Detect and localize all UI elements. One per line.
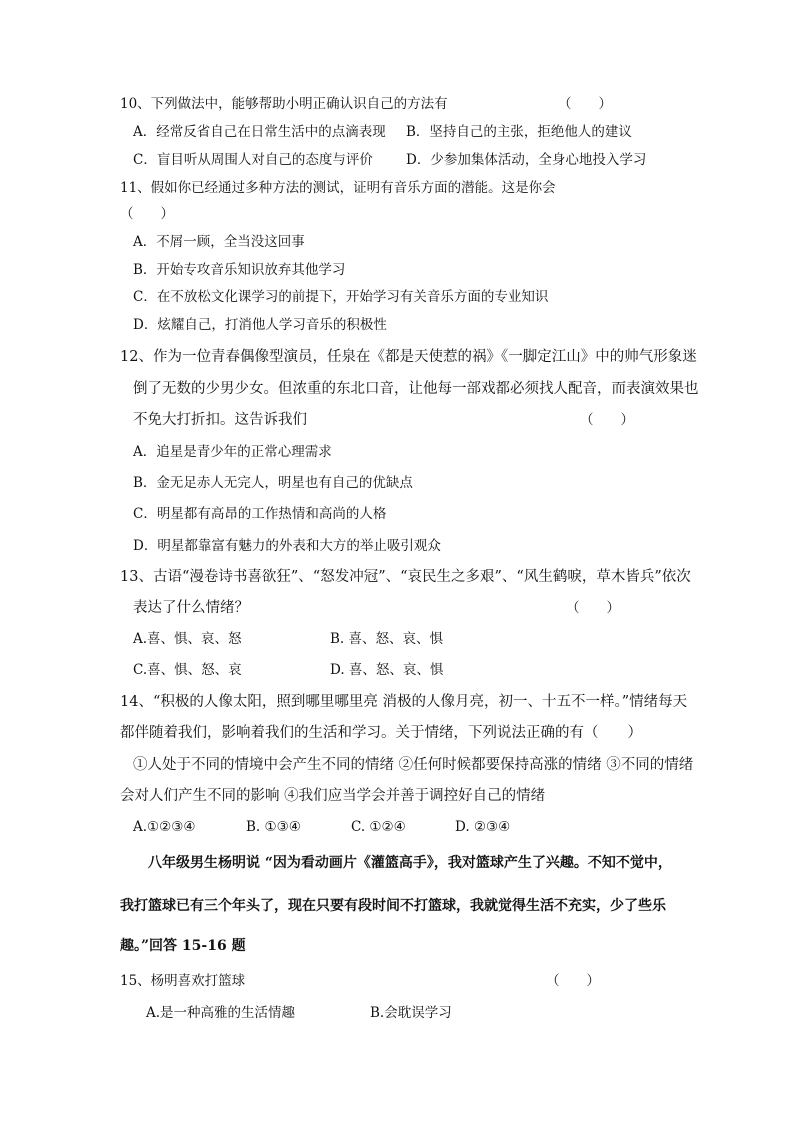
q15-stem: 15、杨明喜欢打篮球 bbox=[120, 973, 246, 989]
passage-line1: 八年级男生杨明说 “因为看动画片《灌篮高手》，我对篮球产生了兴趣。不知不觉中， bbox=[148, 855, 672, 871]
q12-stem-line3: 不免大打折扣。这告诉我们 bbox=[133, 412, 307, 428]
q13-answer-paren: （ ） bbox=[566, 600, 620, 616]
q13-option-b: B. 喜、怒、哀、惧 bbox=[330, 631, 444, 647]
q15-option-b: B.会耽误学习 bbox=[370, 1005, 452, 1021]
q14-stem-line2: 都伴随着我们，影响着我们的生活和学习。关于情绪，下列说法正确的有（ ） bbox=[120, 725, 642, 741]
q12-answer-paren: （ ） bbox=[580, 412, 634, 428]
q11-answer-paren: （ ） bbox=[120, 206, 174, 222]
q14-option-c: C. ①②④ bbox=[351, 819, 406, 835]
q10-option-a: A．经常反省自己在日常生活中的点滴表现 bbox=[133, 124, 386, 140]
q10-option-c: C．盲目听从周围人对自己的态度与评价 bbox=[133, 152, 373, 168]
q13-stem-line1: 13、古语“漫卷诗书喜欲狂”、“怒发冲冠”、“哀民生之多艰”、“风生鹤唳，草木皆兵”依次 bbox=[120, 569, 691, 585]
q13-option-d: D. 喜、怒、哀、惧 bbox=[330, 662, 444, 678]
q12-stem-line1: 12、作为一位青春偶像型演员，任泉在《都是天使惹的祸》《一脚定江山》中的帅气形象迷 bbox=[120, 349, 697, 365]
q12-stem-line2: 倒了无数的少男少女。但浓重的东北口音，让他每一部戏都必须找人配音，而表演效果也 bbox=[133, 381, 699, 397]
q15-answer-paren: （ ） bbox=[546, 973, 600, 989]
q15-option-a: A.是一种高雅的生活情趣 bbox=[146, 1005, 296, 1021]
q14-statements-line2: 会对人们产生不同的影响 ④我们应当学会并善于调控好自己的情绪 bbox=[120, 788, 546, 804]
q11-option-c: C．在不放松文化课学习的前提下，开始学习有关音乐方面的专业知识 bbox=[133, 289, 549, 305]
q11-stem: 11、假如你已经通过多种方法的测试，证明有音乐方面的潜能。这是你会 bbox=[120, 180, 556, 196]
q13-option-a: A.喜、惧、哀、怒 bbox=[133, 631, 242, 647]
q10-option-b: B．坚持自己的主张，拒绝他人的建议 bbox=[406, 124, 632, 140]
q14-stem-line1: 14、“积极的人像太阳，照到哪里哪里亮 消极的人像月亮，初一、十五不一样。”情绪每天 bbox=[120, 694, 688, 710]
q12-option-d: D．明星都靠富有魅力的外表和大方的举止吸引观众 bbox=[133, 538, 441, 554]
q11-option-b: B．开始专攻音乐知识放弃其他学习 bbox=[133, 262, 346, 278]
q10-answer-paren: （ ） bbox=[558, 96, 612, 112]
q11-option-d: D．炫耀自己，打消他人学习音乐的积极性 bbox=[133, 317, 387, 333]
passage-line3: 趣。”回答 15-16 题 bbox=[120, 938, 246, 954]
q11-option-a: A．不屑一顾，全当没这回事 bbox=[133, 234, 305, 250]
q14-option-b: B. ①③④ bbox=[246, 819, 301, 835]
q10-stem: 10、下列做法中，能够帮助小明正确认识自己的方法有 bbox=[120, 96, 448, 112]
q14-option-a: A.①②③④ bbox=[133, 819, 196, 835]
q13-option-c: C.喜、惧、怒、哀 bbox=[133, 662, 242, 678]
q12-option-a: A．追星是青少年的正常心理需求 bbox=[133, 444, 332, 460]
q14-option-d: D. ②③④ bbox=[455, 819, 511, 835]
q10-option-d: D．少参加集体活动，全身心地投入学习 bbox=[406, 152, 647, 168]
passage-line2: 我打篮球已有三个年头了，现在只要有段时间不打篮球，我就觉得生活不充实，少了些乐 bbox=[120, 898, 666, 914]
q14-statements-line1: ①人处于不同的情境中会产生不同的情绪 ②任何时候都要保持高涨的情绪 ③不同的情绪 bbox=[133, 757, 694, 773]
q12-option-b: B．金无足赤人无完人，明星也有自己的优缺点 bbox=[133, 475, 413, 491]
q12-option-c: C．明星都有高昂的工作热情和高尚的人格 bbox=[133, 506, 387, 522]
q13-stem-line2: 表达了什么情绪？ bbox=[133, 600, 249, 616]
